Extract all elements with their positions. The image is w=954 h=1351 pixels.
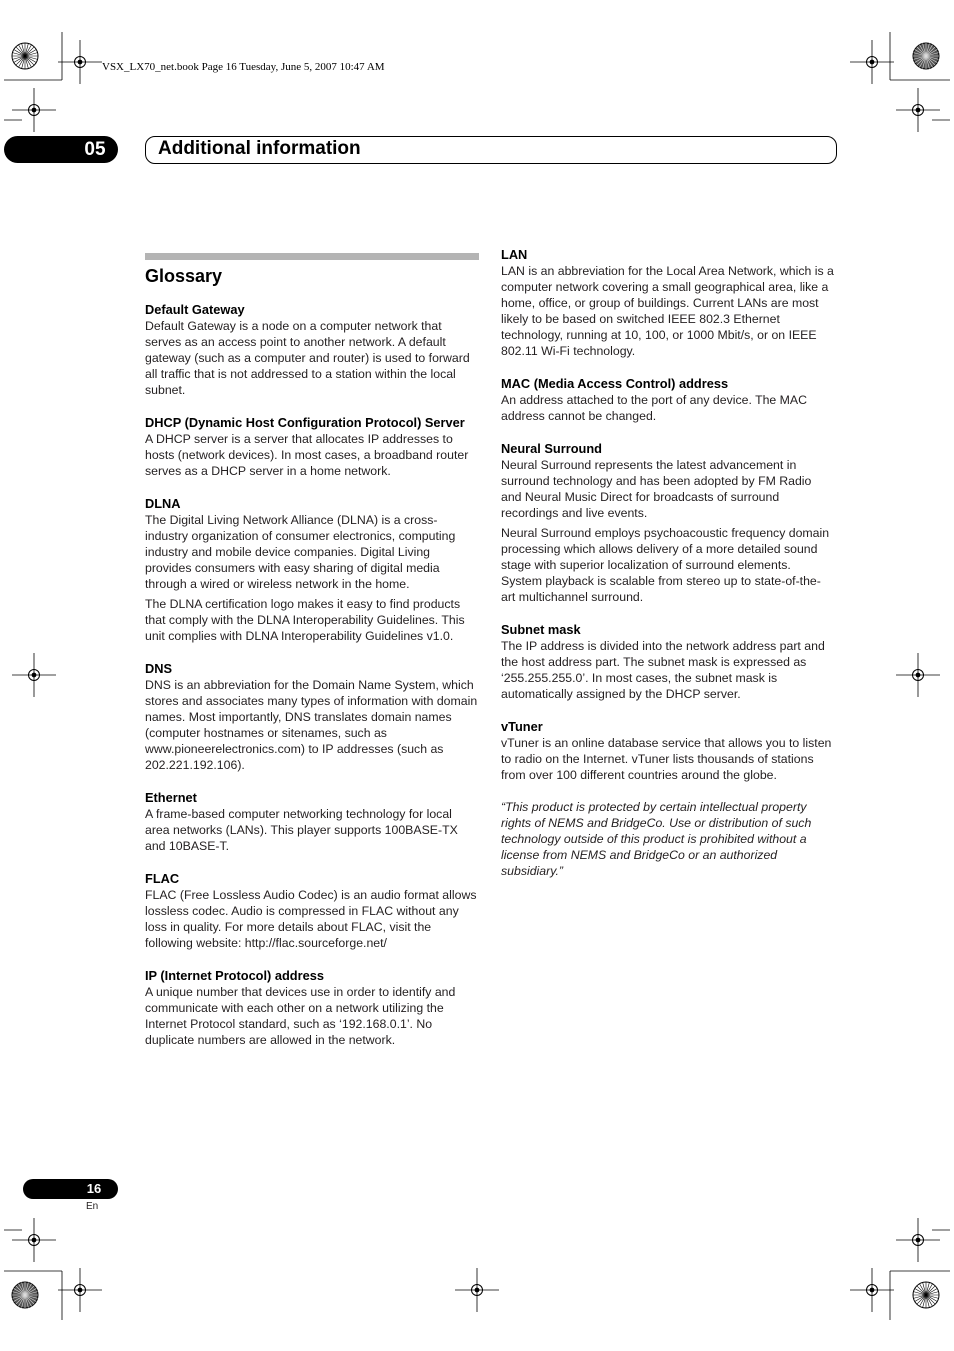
registration-crosshair <box>12 88 56 132</box>
glossary-definition: Neural Surround employs psychoacoustic frequency domain processing which allows delivery of a more detailed sound stage with superior localization of surround elements. System playback is scalable from stereo up to state-of-the-art multichannel surround. <box>501 526 830 604</box>
glossary-term: Subnet mask <box>501 622 581 637</box>
glossary-term: vTuner <box>501 719 543 734</box>
registration-crosshair <box>896 1218 940 1262</box>
registration-crosshair <box>896 88 940 132</box>
language-code: En <box>86 1201 99 1212</box>
glossary-definition: The Digital Living Network Alliance (DLNA) is a cross-industry organization of consumer electronics, computing industry and mobile device companies. Digital Living provides consumers with easy sharing of digital media through a wired or wireless network in the home. <box>145 513 456 591</box>
glossary-entry <box>145 301 479 398</box>
glossary-definition: FLAC (Free Lossless Audio Codec) is an audio format allows lossless codec. Audio is compressed in FLAC without any loss in quality. For more details about FLAC, visit the following website: http://flac.sourceforge.net/ <box>145 888 477 950</box>
glossary-term: DLNA <box>145 496 181 511</box>
print-info: VSX_LX70_net.book Page 16 Tuesday, June 5, 2007 10:47 AM <box>102 61 385 73</box>
glossary-definition: LAN is an abbreviation for the Local Area Network, which is a computer network covering a small geographical area, like a home, office, or group of buildings. Current LANs are most likely to be based on switched IEEE 802.3 Ethernet technology, running at 10, 100, or 1000 Mbit/s, or on IEEE 802.11 Wi-Fi technology. <box>501 264 834 358</box>
glossary-definition: An address attached to the port of any device. The MAC address cannot be changed. <box>501 393 808 423</box>
glossary-entry <box>501 440 835 605</box>
registration-crosshair <box>58 40 102 84</box>
glossary-definition: vTuner is an online database service that allows you to listen to radio on the Internet. vTuner lists thousands of stations from over 100 different countries around the globe. <box>501 736 832 782</box>
section-rule <box>145 253 479 260</box>
registration-crosshair <box>58 1268 102 1312</box>
glossary-entry <box>501 246 835 359</box>
column-right <box>501 246 835 883</box>
glossary-entry <box>501 375 835 424</box>
glossary-definition: The IP address is divided into the network address part and the host address part. The subnet mask is expressed as ‘255.255.255.0’. In most cases, the subnet mask is automatically assigned by the DHCP server. <box>501 639 825 701</box>
chapter-number: 05 <box>84 139 106 160</box>
registration-crosshair <box>850 1268 894 1312</box>
glossary-definition: Neural Surround represents the latest advancement in surround technology and has been adopted by FM Radio and Neural Music Direct for broadcasts of surround recordings and live events. <box>501 458 812 520</box>
glossary-entry <box>145 789 479 854</box>
column-left <box>145 253 479 1064</box>
registration-crosshair <box>455 1268 499 1312</box>
glossary-definition: A unique number that devices use in order to identify and communicate with each other on a network utilizing the Internet Protocol standard, such as ‘192.168.0.1’. No duplicate numbers are allowed in the network. <box>145 985 456 1047</box>
glossary-term: Neural Surround <box>501 441 602 456</box>
page-number: 16 <box>86 1181 102 1196</box>
glossary-definition: Default Gateway is a node on a computer network that serves as an access point to another network. A default gateway (such as a computer and router) is used to forward all traffic that is not addressed to a station within the local subnet. <box>145 319 470 397</box>
glossary-entry <box>501 718 835 783</box>
glossary-term: FLAC <box>145 871 180 886</box>
glossary-definition: The DLNA certification logo makes it easy to find products that comply with the DLNA Interoperability Guidelines. This unit complies with DLNA Interoperability Guidelines v1.0. <box>145 597 465 643</box>
glossary-definition: A frame-based computer networking technology for local area networks (LANs). This player supports 100BASE-TX and 10BASE-T. <box>145 807 458 853</box>
glossary-term: DNS <box>145 661 173 676</box>
glossary-term: LAN <box>501 247 528 262</box>
glossary-definition: DNS is an abbreviation for the Domain Name System, which stores and associates many types of information with domain names. Most importantly, DNS translates domain names (computer hostnames or sitenames, such as www.pioneerelectronics.com) to IP addresses (such as 202.221.192.106). <box>145 678 478 772</box>
glossary-entry <box>145 495 479 644</box>
glossary-entry <box>145 414 479 479</box>
glossary-entry <box>145 870 479 951</box>
glossary-term: IP (Internet Protocol) address <box>145 968 324 983</box>
glossary-entries-right <box>501 246 835 783</box>
glossary-entry <box>145 660 479 773</box>
glossary-definition: A DHCP server is a server that allocates IP addresses to hosts (network devices). In most cases, a broadband router serves as a DHCP server in a home network. <box>145 432 469 478</box>
chapter-title: Additional information <box>158 138 361 159</box>
glossary-entry <box>501 621 835 702</box>
registration-crosshair <box>896 653 940 697</box>
glossary-entries-left <box>145 301 479 1048</box>
registration-crosshair <box>12 653 56 697</box>
glossary-term: Default Gateway <box>145 302 245 317</box>
glossary-term: MAC (Media Access Control) address <box>501 376 729 391</box>
disclaimer: “This product is protected by certain intellectual property rights of NEMS and BridgeCo. Use or distribution of such technology outside of this product is prohibited without a license from NEMS and BridgeCo or an authorized subsidiary.” <box>501 800 812 878</box>
glossary-entry <box>145 967 479 1048</box>
registration-crosshair <box>12 1218 56 1262</box>
glossary-term: Ethernet <box>145 790 197 805</box>
section-title: Glossary <box>145 266 223 286</box>
registration-crosshair <box>850 40 894 84</box>
glossary-term: DHCP (Dynamic Host Configuration Protocol) Server <box>145 415 465 430</box>
